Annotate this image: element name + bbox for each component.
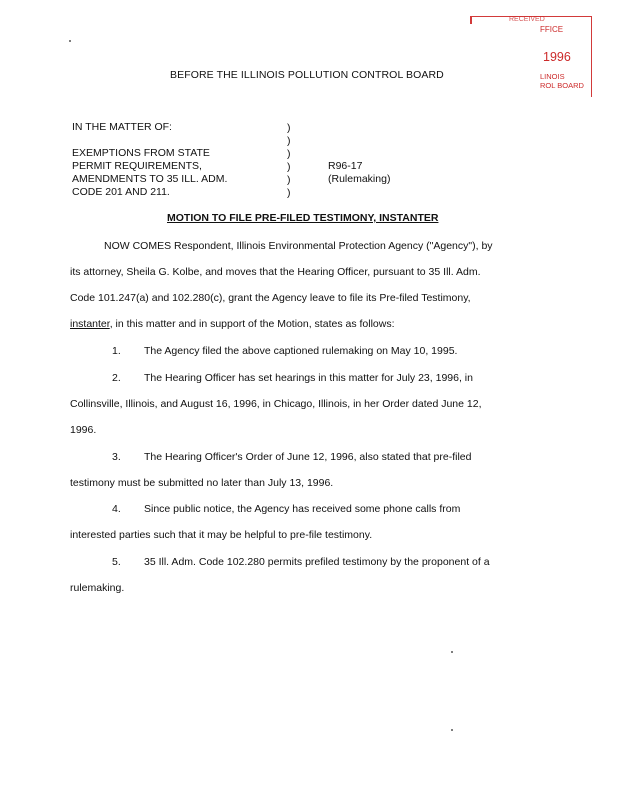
caption-paren: ) — [287, 161, 291, 173]
matter-label: IN THE MATTER OF: — [72, 121, 172, 133]
item-line: interested parties such that it may be helpful to pre-file testimony. — [70, 529, 373, 541]
item-line: The Hearing Officer has set hearings in this matter for July 23, 1996, in — [144, 372, 473, 384]
item-line: Since public notice, the Agency has received some phone calls from — [144, 503, 461, 515]
caption-paren: ) — [287, 174, 291, 186]
item-number: 1. — [112, 345, 121, 357]
intro-line-2: its attorney, Sheila G. Kolbe, and moves that the Hearing Officer, pursuant to 35 Ill. Adm. — [70, 266, 481, 278]
item-line: Collinsville, Illinois, and August 16, 1996, in Chicago, Illinois, in her Order dated June 12, — [70, 398, 482, 410]
stamp-office: FFICE — [540, 25, 564, 34]
received-stamp-tick — [470, 16, 472, 24]
docket-number: R96-17 — [328, 160, 363, 172]
scan-speck — [451, 729, 453, 731]
motion-title: MOTION TO FILE PRE-FILED TESTIMONY, INSTANTER — [167, 212, 439, 224]
item-line: 35 Ill. Adm. Code 102.280 permits prefiled testimony by the proponent of a — [144, 556, 490, 568]
intro-line-1: NOW COMES Respondent, Illinois Environmental Protection Agency ("Agency"), by — [104, 240, 493, 252]
stamp-board: ROL BOARD — [540, 81, 584, 90]
item-number: 4. — [112, 503, 121, 515]
caption-paren: ) — [287, 187, 291, 199]
docket-type: (Rulemaking) — [328, 173, 391, 185]
caption-subject-line: CODE 201 AND 211. — [72, 186, 170, 198]
item-line: 1996. — [70, 424, 97, 436]
item-line: The Agency filed the above captioned rulemaking on May 10, 1995. — [144, 345, 458, 357]
intro-line-4-rest: , in this matter and in support of the Motion, states as follows: — [109, 318, 395, 330]
scan-speck — [451, 651, 453, 653]
item-number: 3. — [112, 451, 121, 463]
scan-speck — [69, 40, 71, 42]
item-number: 5. — [112, 556, 121, 568]
caption-paren: ) — [287, 135, 291, 147]
board-title: BEFORE THE ILLINOIS POLLUTION CONTROL BOARD — [170, 69, 444, 81]
item-line: rulemaking. — [70, 582, 125, 594]
stamp-year: 1996 — [543, 50, 571, 64]
stamp-received: RECEIVED — [509, 16, 545, 23]
caption-paren: ) — [287, 122, 291, 134]
caption-subject-line: EXEMPTIONS FROM STATE — [72, 147, 210, 159]
caption-subject-line: AMENDMENTS TO 35 ILL. ADM. — [72, 173, 228, 185]
item-line: testimony must be submitted no later than July 13, 1996. — [70, 477, 334, 489]
item-number: 2. — [112, 372, 121, 384]
stamp-state: LINOIS — [540, 72, 565, 81]
instanter-term: instanter — [70, 318, 110, 330]
intro-line-4 — [70, 318, 395, 330]
caption-paren: ) — [287, 148, 291, 160]
item-line: The Hearing Officer's Order of June 12, 1996, also stated that pre-filed — [144, 451, 472, 463]
intro-line-3: Code 101.247(a) and 102.280(c), grant the Agency leave to file its Pre-filed Testimony, — [70, 292, 471, 304]
caption-subject-line: PERMIT REQUIREMENTS, — [72, 160, 202, 172]
